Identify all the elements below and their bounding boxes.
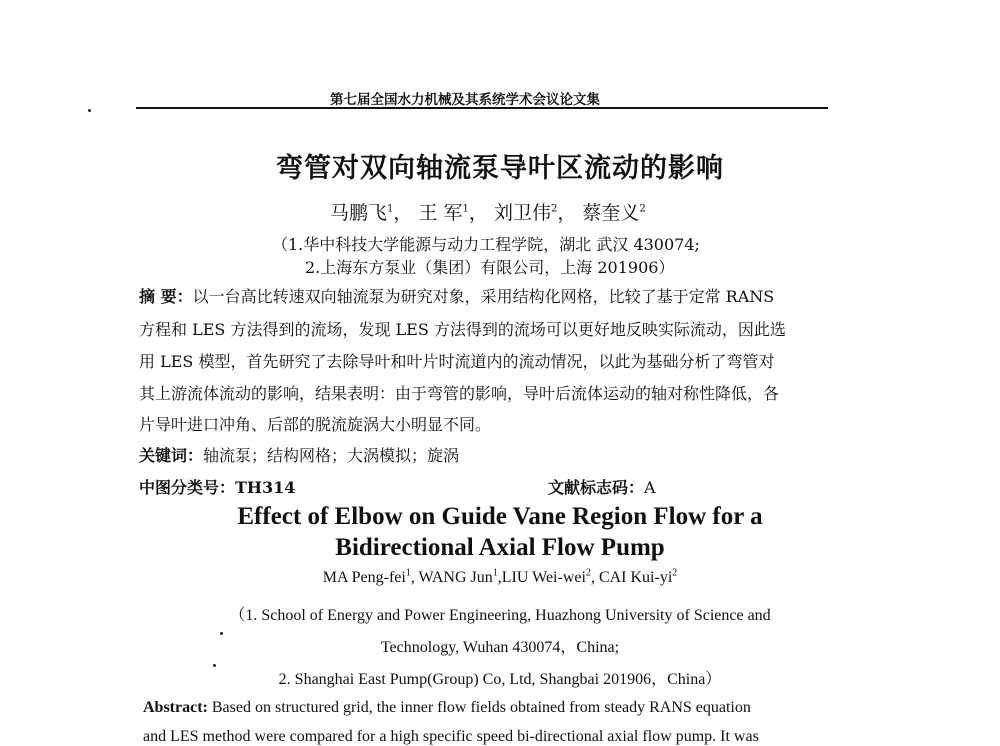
author-en: LIU Wei-wei	[501, 569, 586, 586]
running-header: 第七届全国水力机械及其系统学术会议论文集	[330, 92, 600, 108]
abstract-en-line	[143, 699, 751, 717]
author-cn: 蔡奎义	[582, 202, 640, 224]
author-sep: ，	[393, 202, 413, 224]
author-cn-affil: 1	[387, 203, 394, 215]
title-cn: 弯管对双向轴流泵导叶区流动的影响	[276, 153, 724, 184]
author-cn: 刘卫伟	[493, 202, 551, 224]
abstract-cn-text: 以一台高比转速双向轴流泵为研究对象，采用结构化网格，比较了基于定常 RANS	[192, 287, 775, 306]
title-en-line: Bidirectional Axial Flow Pump	[335, 534, 665, 561]
author-cn-affil: 1	[462, 203, 469, 215]
author-en: WANG Jun	[418, 569, 493, 586]
affiliation-cn: （1.华中科技大学能源与动力工程学院，湖北 武汉 430074;	[272, 235, 700, 254]
affiliation-en: 2. Shanghai East Pump(Group) Co, Ltd, Shangbai 201906，China）	[278, 671, 722, 688]
clc-value: TH314	[235, 478, 296, 497]
header-rule	[136, 107, 828, 109]
author-sep: ，	[557, 202, 577, 224]
author-en-affil: 2	[585, 567, 591, 579]
affiliation-cn: 2.上海东方泵业（集团）有限公司，上海 201906）	[305, 258, 675, 277]
authors-cn	[330, 198, 646, 225]
keywords-cn-text: 轴流泵；结构网格；大涡模拟；旋涡	[203, 446, 460, 465]
doc-code-label: 文献标志码：	[548, 478, 645, 497]
abstract-cn-line: 用 LES 模型，首先研究了去除导叶和叶片时流道内的流动情况，以此为基础分析了弯管对	[139, 352, 775, 371]
clc-number	[139, 475, 295, 498]
author-sep: ,	[590, 569, 599, 586]
doc-code-value: A	[644, 478, 656, 497]
abstract-cn-line: 其上游流体流动的影响，结果表明：由于弯管的影响，导叶后流体运动的轴对称性降低，各	[139, 384, 780, 403]
author-sep: ,	[410, 569, 419, 586]
document-code	[548, 475, 656, 498]
author-sep: ，	[468, 202, 488, 224]
abstract-en-line: and LES method were compared for a high specific speed bi-directional axial flow pump. It was	[143, 728, 759, 745]
author-cn: 马鹏飞	[330, 202, 388, 224]
clc-label: 中图分类号：	[139, 478, 236, 497]
author-cn-affil: 2	[639, 203, 646, 215]
author-en: CAI Kui-yi	[598, 569, 673, 586]
author-cn-affil: 2	[550, 203, 558, 215]
abstract-cn-line: 片导叶进口冲角、后部的脱流旋涡大小明显不同。	[139, 415, 492, 434]
author-en-affil: 2	[672, 567, 678, 579]
abstract-en-label: Abstract:	[143, 699, 208, 716]
affiliation-en: （1. School of Energy and Power Engineering, Huazhong University of Science and	[229, 607, 771, 624]
scan-dot	[88, 109, 91, 112]
author-en-affil: 1	[405, 567, 411, 579]
keywords-cn-label: 关键词：	[139, 446, 204, 465]
authors-en	[0, 569, 1000, 587]
author-en: MA Peng-fei	[322, 569, 406, 586]
abstract-en-text: Based on structured grid, the inner flow fields obtained from steady RANS equation	[207, 699, 751, 716]
author-sep: ,	[497, 569, 502, 586]
keywords-cn	[139, 443, 459, 466]
affiliation-en: Technology, Wuhan 430074，China;	[380, 639, 620, 656]
abstract-cn-line	[139, 284, 774, 307]
title-en-line: Effect of Elbow on Guide Vane Region Flow for a	[237, 503, 763, 530]
author-cn: 王 军	[418, 202, 463, 224]
abstract-cn-label: 摘 要：	[139, 287, 193, 306]
abstract-cn-line: 方程和 LES 方法得到的流场，发现 LES 方法得到的流场可以更好地反映实际流动，因此选	[139, 320, 786, 339]
author-en-affil: 1	[492, 567, 498, 579]
